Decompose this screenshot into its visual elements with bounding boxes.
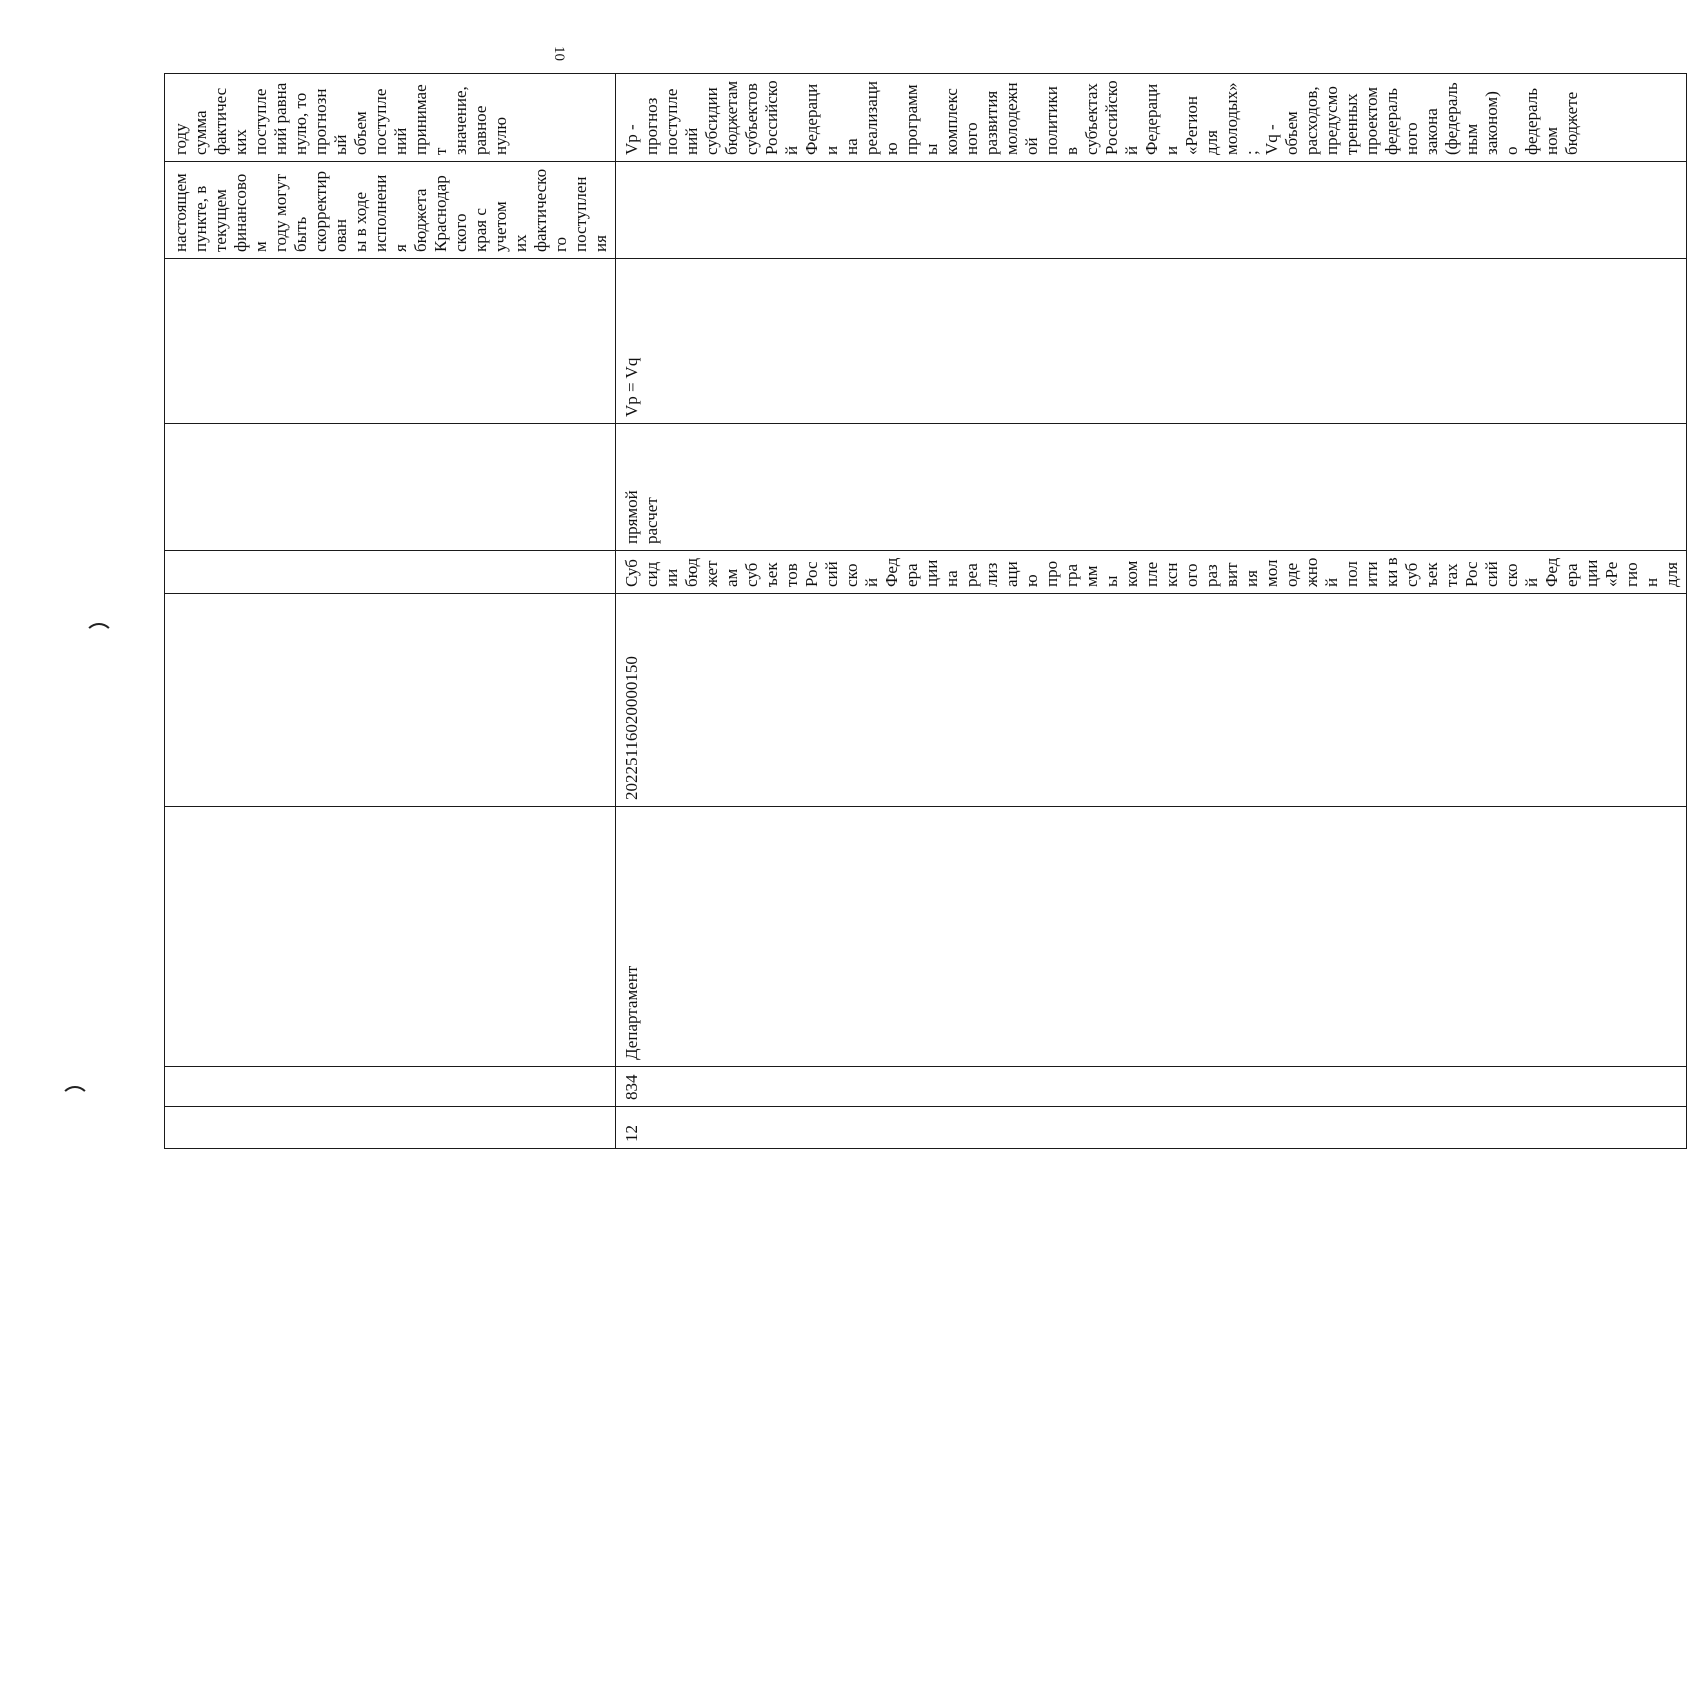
cell-formula — [616, 259, 1687, 424]
kbk-code: 20225116020000150 — [622, 656, 641, 800]
cell-revenue-name — [165, 551, 616, 594]
admin-name: Департамент — [622, 965, 641, 1060]
table-row-continued — [165, 74, 616, 1149]
scan-artifact-bracket — [60, 1086, 90, 1116]
cell-number — [165, 1107, 616, 1149]
cell-formula-notes — [165, 162, 616, 259]
row-number: 12 — [622, 1125, 641, 1142]
definitions-text: году сумма фактических поступлений равна нулю, то прогнозный объем поступлений принимает значение, равное нулю — [171, 82, 510, 155]
formula-notes-text: настоящем пункте, в текущем финансовом году могут быть скорректирован ы в ходе исполнения бюджета Краснодарского края с учетом их фактического поступления — [171, 168, 610, 252]
table-row-12 — [616, 74, 1687, 1149]
cell-method — [616, 424, 1687, 551]
cell-definitions — [165, 74, 616, 162]
formula: Vp = Vq — [622, 357, 641, 417]
definitions-text: Vp - прогноз поступлений субсидии бюджетам субъектов Российской Федерации на реализацию программы комплексного развития молодежной политики в субъектах Российской Федерации «Регион для молодых»; Vq - объем расходов, предусмотренных проектом федерального закона (федеральным законом) о федеральном бюджете — [622, 80, 1581, 155]
page-number: 10 — [551, 46, 567, 61]
cell-formula — [165, 259, 616, 424]
scan-artifact-bracket — [84, 623, 114, 653]
revenue-forecast-table — [164, 73, 1687, 1149]
rotated-page-content — [164, 0, 1681, 1142]
cell-admin-name — [165, 807, 616, 1067]
cell-method — [165, 424, 616, 551]
cell-number — [616, 1107, 1687, 1149]
admin-code: 834 — [622, 1074, 641, 1100]
cell-definitions — [616, 74, 1687, 162]
cell-kbk — [616, 594, 1687, 807]
cell-revenue-name — [616, 551, 1687, 594]
revenue-name: Субсидии бюджетам субъектов Российской Федерации на реализацию программы комплексного развития молодежной политики в субъектах Российской Федерации «Регион для — [622, 557, 1681, 587]
cell-formula-notes — [616, 162, 1687, 259]
cell-admin-code — [165, 1067, 616, 1107]
calculation-method: прямой расчет — [622, 490, 661, 544]
cell-kbk — [165, 594, 616, 807]
cell-admin-name — [616, 807, 1687, 1067]
cell-admin-code — [616, 1067, 1687, 1107]
